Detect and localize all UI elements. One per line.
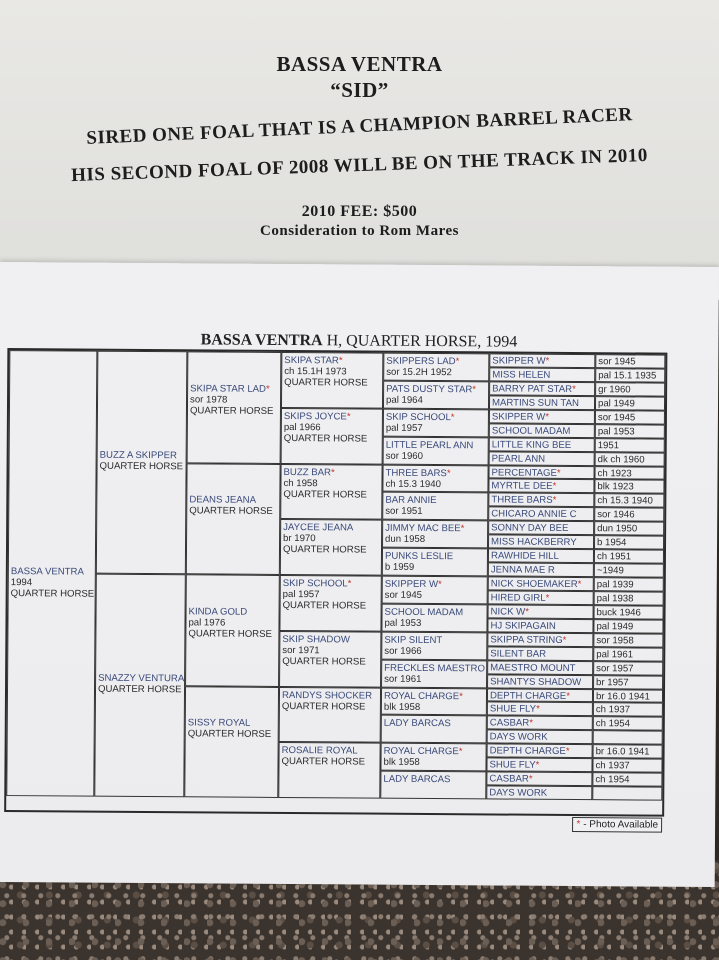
horse-detail: sor 1951 [385,506,423,518]
pedigree-cell-gen6-info [593,675,663,689]
pedigree-cell-gen6-name [488,465,594,480]
photo-star-icon: * [346,411,351,423]
horse-detail: sor 1960 [385,450,424,462]
horse-detail: sor 1978 [190,394,228,406]
pedigree-sheet [0,262,719,887]
pedigree-cell-gen6-info [592,772,662,786]
horse-detail: QUARTER HORSE [281,756,366,768]
horse-detail: pal 1938 [596,593,634,605]
pedigree-cell-great-grandparent [278,742,380,798]
photo-star-icon: * [556,467,561,479]
pedigree-cell-gen6-name [488,479,594,494]
horse-detail: QUARTER HORSE [282,544,367,556]
horse-name: THREE BARS* [385,467,451,479]
pedigree-cell-gen6-name [487,730,593,745]
photo-star-icon: * [330,466,335,478]
horse-name: ROYAL CHARGE* [383,745,463,758]
horse-name: DEPTH CHARGE* [489,689,570,702]
photo-star-icon: * [535,759,540,771]
photo-star-icon: * [472,384,477,396]
horse-name: SCHOOL MADAM [384,606,464,619]
pedigree-cell-gen6-name [488,604,594,619]
horse-name: DEPTH CHARGE* [489,745,570,758]
horse-detail: pal 1961 [596,648,634,661]
pedigree-cell-gen6-name [487,744,593,759]
horse-detail: ch 1951 [596,551,632,563]
photo-star-icon: * [450,411,455,423]
horse-detail: sor 1961 [384,673,422,685]
photo-star-icon: * [458,746,463,758]
photo-star-icon: * [529,718,534,730]
horse-name: SKIPS JOYCE* [283,410,351,423]
horse-detail: blk 1958 [383,701,421,713]
pedigree-cell-gen4 [382,576,488,605]
horse-detail: 1994 [10,577,33,589]
horse-name: LADY BARCAS [383,718,451,730]
photo-star-icon: * [562,634,567,646]
horse-name: CASBAR* [489,773,533,785]
horse-name: RAWHIDE HILL [490,550,559,563]
horse-detail: br 16.0 1941 [595,690,650,703]
pedigree-cell-gen4 [380,771,486,800]
pedigree-cell-gen6-name [487,688,593,703]
horse-detail: pal 1966 [283,421,321,433]
horse-detail: pal 1953 [384,617,422,629]
horse-name: JENNA MAE R [490,564,555,576]
horse-detail: pal 1957 [282,588,320,601]
pedigree-cell-gen6-info [594,605,664,619]
horse-detail: QUARTER HORSE [281,700,366,713]
horse-name: SILENT BAR [490,648,547,660]
stud-flyer [0,0,719,300]
horse-detail: sor 1958 [596,634,634,647]
horse-name: RANDYS SHOCKER [281,689,373,702]
pedigree-cell-gen4 [382,464,488,493]
pedigree-cell-gen4 [381,604,487,633]
pedigree-cell-gen6-name [488,576,594,591]
horse-detail: QUARTER HORSE [97,683,182,695]
pedigree-cell-gen6-name [489,409,595,424]
horse-name: PERCENTAGE* [491,466,561,479]
horse-name: PUNKS LESLIE [384,550,454,563]
horse-detail: pal 1957 [385,422,423,434]
pedigree-cell-gen4 [381,715,487,744]
pedigree-cell-gen6-name [488,507,594,522]
pedigree-cell-gen6-info [595,424,665,438]
horse-name: BUZZ A SKIPPER [99,449,178,461]
pedigree-cell-gen6-name [489,367,595,382]
pedigree-cell-gen6-info [592,786,662,800]
horse-detail: pal 1953 [597,425,635,438]
horse-name: FRECKLES MAESTRO [384,662,485,675]
pedigree-cell-gen6-info [593,717,663,731]
horse-name: SKIPPA STRING* [490,634,567,646]
pedigree-cell-gen4 [382,520,488,549]
photo-star-icon: * [525,606,529,618]
pedigree-grid [4,348,667,831]
horse-detail: QUARTER HORSE [99,460,184,472]
horse-detail: buck 1946 [596,607,641,619]
horse-name: SONNY DAY BEE [491,522,569,535]
horse-name: SKIPA STAR* [284,354,343,367]
pedigree-cell-gen6-name [487,716,593,731]
flyer-nickname: “SID” [330,78,389,102]
pedigree-title-name: BASSA VENTRA [200,331,323,350]
horse-name: MAESTRO MOUNT [490,662,576,674]
horse-detail: br 1957 [596,676,629,688]
pedigree-cell-gen4 [381,659,487,688]
horse-detail: pal 1976 [188,617,226,629]
horse-name: JAYCEE JEANA [283,522,354,534]
horse-detail: pal 1939 [596,579,634,591]
photo-star-icon: * [545,592,550,604]
horse-name: LADY BARCAS [383,773,451,786]
pedigree-cell-grandparent [186,463,281,575]
pedigree-cell-grandparent [185,574,280,686]
flyer-fee: 2010 FEE: $500 [301,203,418,220]
pedigree-cell-great-grandparent [279,631,381,687]
horse-detail: sor 1971 [282,644,320,656]
photo-star-icon: * [552,495,557,507]
horse-name: SHANTYS SHADOW [490,675,582,688]
horse-name: SISSY ROYAL [187,717,251,730]
horse-name: BARRY PAT STAR* [492,383,576,395]
horse-detail: gr 1960 [598,384,631,396]
horse-detail: br 1970 [283,533,316,545]
horse-detail: b 1954 [597,537,627,549]
horse-name: CHICARO ANNIE C [491,508,577,521]
horse-name: DAYS WORK [489,731,548,744]
horse-name: ROYAL CHARGE* [383,690,463,702]
horse-name: SKIPPER W* [491,411,550,423]
horse-detail: pal 1949 [596,620,634,633]
horse-name: ROSALIE ROYAL [281,745,358,757]
pedigree-cell-gen6-name [487,618,593,633]
pedigree-cell-gen6-info [594,521,664,535]
horse-name: MISS HACKBERRY [491,536,577,549]
horse-detail: sor 1957 [596,662,634,675]
horse-detail: dun 1958 [385,533,426,546]
horse-name: SNAZZY VENTURA [98,672,185,684]
horse-detail: ch 15.1H 1973 [284,365,347,378]
photo-star-icon: * [265,383,270,395]
flyer-champion-line: SIRED ONE FOAL THAT IS A CHAMPION BARREL RACER [85,104,634,149]
horse-name: SKIP SHADOW [282,633,350,646]
pedigree-cell-gen4 [382,548,488,577]
horse-detail: sor 1945 [597,411,636,424]
horse-detail: ch 15.3 1940 [385,478,441,490]
horse-detail: b 1959 [384,561,415,574]
horse-detail: ch 1958 [283,477,318,489]
photo-star-icon: * [459,690,463,702]
pedigree-cell-gen4 [383,408,489,437]
photo-star-icon: * [528,773,533,785]
pedigree-cell-gen6-name [489,395,595,410]
photo-star-icon: * [552,481,557,493]
horse-name: BASSA VENTRA [10,566,84,578]
pedigree-cell-gen6-name [488,590,594,605]
photo-available-note [572,817,662,833]
horse-detail: sor 1945 [598,356,636,368]
pedigree-cell-gen6-info [593,730,663,744]
pedigree-cell-great-grandparent [281,408,383,464]
pedigree-cell-gen4 [383,436,489,465]
horse-detail: QUARTER HORSE [189,405,274,417]
horse-detail: sor 1945 [384,589,423,601]
horse-detail: ch 1954 [595,718,630,730]
photo-star-icon: * [566,690,570,702]
horse-detail: QUARTER HORSE [282,655,366,668]
photo-star-icon: * [338,355,343,367]
pedigree-cell-gen4 [383,353,489,382]
pedigree-cell-gen6-name [487,702,593,717]
horse-name: KINDA GOLD [188,606,248,618]
pedigree-cell-gen6-info [595,354,665,368]
photo-star-icon: * [536,704,540,716]
horse-detail: ch 15.3 1940 [597,495,653,507]
horse-detail: ch 1954 [595,774,630,786]
pedigree-cell-gen6-info [593,703,663,717]
horse-detail: QUARTER HORSE [189,505,273,518]
pedigree-cell-gen6-name [488,535,594,550]
pedigree-cell-subject [6,350,97,797]
horse-name: LITTLE PEARL ANN [385,439,474,451]
horse-name: DAYS WORK [489,787,548,799]
pedigree-title-details: H, QUARTER HORSE, 1994 [322,332,518,351]
horse-detail: QUARTER HORSE [283,432,368,445]
photo-star-icon: * [545,355,550,367]
pedigree-cell-gen6-name [488,493,594,508]
pedigree-cell-gen6-name [487,646,593,661]
pedigree-cell-gen6-info [594,563,664,577]
horse-detail: QUARTER HORSE [187,728,272,741]
horse-name: SKIP SCHOOL* [385,411,455,423]
pedigree-cell-gen6-info [595,452,665,466]
pedigree-cell-gen6-info [594,466,664,480]
horse-name: JIMMY MAC BEE* [385,522,465,535]
horse-name: SHUE FLY* [489,759,540,771]
horse-name: MYRTLE DEE* [491,480,557,493]
pedigree-cell-gen6-info [594,494,664,508]
horse-name: HJ SKIPAGAIN [490,620,556,632]
pedigree-cell-gen6-info [595,382,665,396]
pedigree-cell-great-grandparent [281,352,383,408]
horse-name: BUZZ BAR* [283,466,335,478]
horse-detail: blk 1923 [597,481,634,493]
pedigree-cell-gen6-info [594,535,664,549]
pedigree-cell-gen4 [381,687,487,716]
horse-detail: blk 1958 [383,756,420,769]
horse-detail: dk ch 1960 [597,453,645,466]
pedigree-cell-gen6-name [487,632,593,647]
pedigree-cell-grandparent [187,351,282,463]
horse-detail: QUARTER HORSE [282,599,367,612]
horse-detail: pal 1964 [386,394,423,406]
photo-star: * [576,819,581,831]
photo-available-text: - Photo Available [580,819,659,831]
pedigree-cell-great-grandparent [280,519,382,575]
horse-detail: pal 15.1 1935 [598,370,657,382]
horse-name: THREE BARS* [491,494,557,507]
horse-name: SKIPA STAR LAD* [190,383,270,395]
photo-star-icon: * [545,411,550,423]
horse-detail: ch 1937 [595,704,631,716]
horse-name: NICK SHOEMAKER* [490,578,582,591]
horse-detail: 1951 [597,439,620,451]
pedigree-cell-gen4 [383,381,489,410]
photo-star-icon: * [438,579,442,591]
pedigree-cell-gen6-info [594,480,664,494]
horse-detail: br 16.0 1941 [595,746,650,758]
pedigree-cell-gen6-name [489,451,595,466]
pedigree-cell-gen6-name [488,549,594,564]
horse-name: SCHOOL MADAM [491,425,571,437]
pedigree-cell-gen6-name [488,521,594,536]
horse-detail: sor 1946 [597,509,635,521]
horse-detail: ch 1923 [597,467,632,479]
horse-name: LITTLE KING BEE [491,439,572,451]
horse-name: SKIPPER W* [384,578,442,591]
flyer-foal-line: HIS SECOND FOAL OF 2008 WILL BE ON THE TRACK IN 2010 [70,144,649,187]
flyer-consideration: Consideration to Rom Mares [260,223,459,239]
photo-star-icon: * [455,356,460,368]
horse-name: SKIP SILENT [384,634,443,646]
pedigree-cell-gen6-name [486,785,592,800]
horse-detail: sor 1966 [384,645,422,657]
horse-detail: ch 1937 [595,760,630,772]
pedigree-cell-gen6-name [489,437,595,452]
horse-detail: pal 1949 [597,397,635,410]
pedigree-cell-gen6-name [489,381,595,396]
pedigree-cell-parent [94,574,186,798]
photo-star-icon: * [577,579,582,591]
horse-detail: ~1949 [596,565,624,577]
horse-name: SKIPPERS LAD* [386,355,460,368]
pedigree-cell-gen6-info [595,396,665,410]
horse-name: DEANS JEANA [189,494,257,507]
pedigree-cell-parent [96,351,188,575]
horse-name: BAR ANNIE [385,495,437,507]
pedigree-cell-gen6-name [486,758,592,773]
horse-name: SHUE FLY* [489,703,540,716]
horse-detail: QUARTER HORSE [188,628,272,640]
pedigree-cell-gen6-name [489,423,595,438]
horse-name: HIRED GIRL* [490,592,550,604]
pedigree-cell-gen6-info [594,591,664,605]
pedigree-cell-great-grandparent [279,686,381,742]
horse-name: PEARL ANN [491,452,546,465]
photo-star-icon: * [446,467,451,479]
horse-name: CASBAR* [489,717,534,730]
pedigree-cell-gen6-name [489,353,595,368]
horse-name: PATS DUSTY STAR* [386,383,477,396]
pedigree-cell-gen6-info [593,661,663,675]
pedigree-cell-great-grandparent [280,463,382,519]
photo-star-icon: * [347,578,352,590]
pedigree-cell-gen6-name [488,562,594,577]
pedigree-cell-gen6-info [595,438,665,452]
flyer-horse-name: BASSA VENTRA [276,52,443,76]
horse-detail: QUARTER HORSE [284,376,368,389]
pedigree-cell-gen6-info [595,410,665,424]
horse-detail: QUARTER HORSE [10,588,95,600]
horse-detail: QUARTER HORSE [283,488,367,501]
photo-star-icon: * [460,523,465,535]
pedigree-cell-gen6-info [592,758,662,772]
horse-name: NICK W* [490,606,529,618]
pedigree-cell-gen6-info [593,647,663,661]
pedigree-cell-gen6-name [487,660,593,675]
pedigree-cell-gen4 [381,631,487,660]
horse-detail: sor 15.2H 1952 [386,366,452,379]
pedigree-cell-gen6-info [593,744,663,758]
pedigree-cell-grandparent [184,686,279,798]
pedigree-cell-gen6-info [594,507,664,521]
pedigree-cell-gen6-info [593,689,663,703]
horse-name: MISS HELEN [492,369,551,381]
horse-detail: dun 1950 [597,523,638,535]
photo-star-icon: * [572,383,576,395]
pedigree-cell-gen6-name [487,674,593,689]
photo-star-icon: * [565,746,570,758]
pedigree-cell-gen6-info [593,633,663,647]
pedigree-cell-gen6-info [594,549,664,563]
pedigree-cell-gen6-name [486,772,592,787]
pedigree-cell-gen4 [382,492,488,521]
pedigree-cell-great-grandparent [279,575,381,631]
pedigree-cell-gen4 [380,743,486,772]
pedigree-cell-gen6-info [593,619,663,633]
pedigree-cell-gen6-info [595,368,665,382]
pedigree-cell-gen6-info [594,577,664,591]
horse-name: MARTINS SUN TAN [491,397,579,409]
horse-name: SKIPPER W* [492,355,550,367]
horse-name: SKIP SCHOOL* [282,577,352,590]
